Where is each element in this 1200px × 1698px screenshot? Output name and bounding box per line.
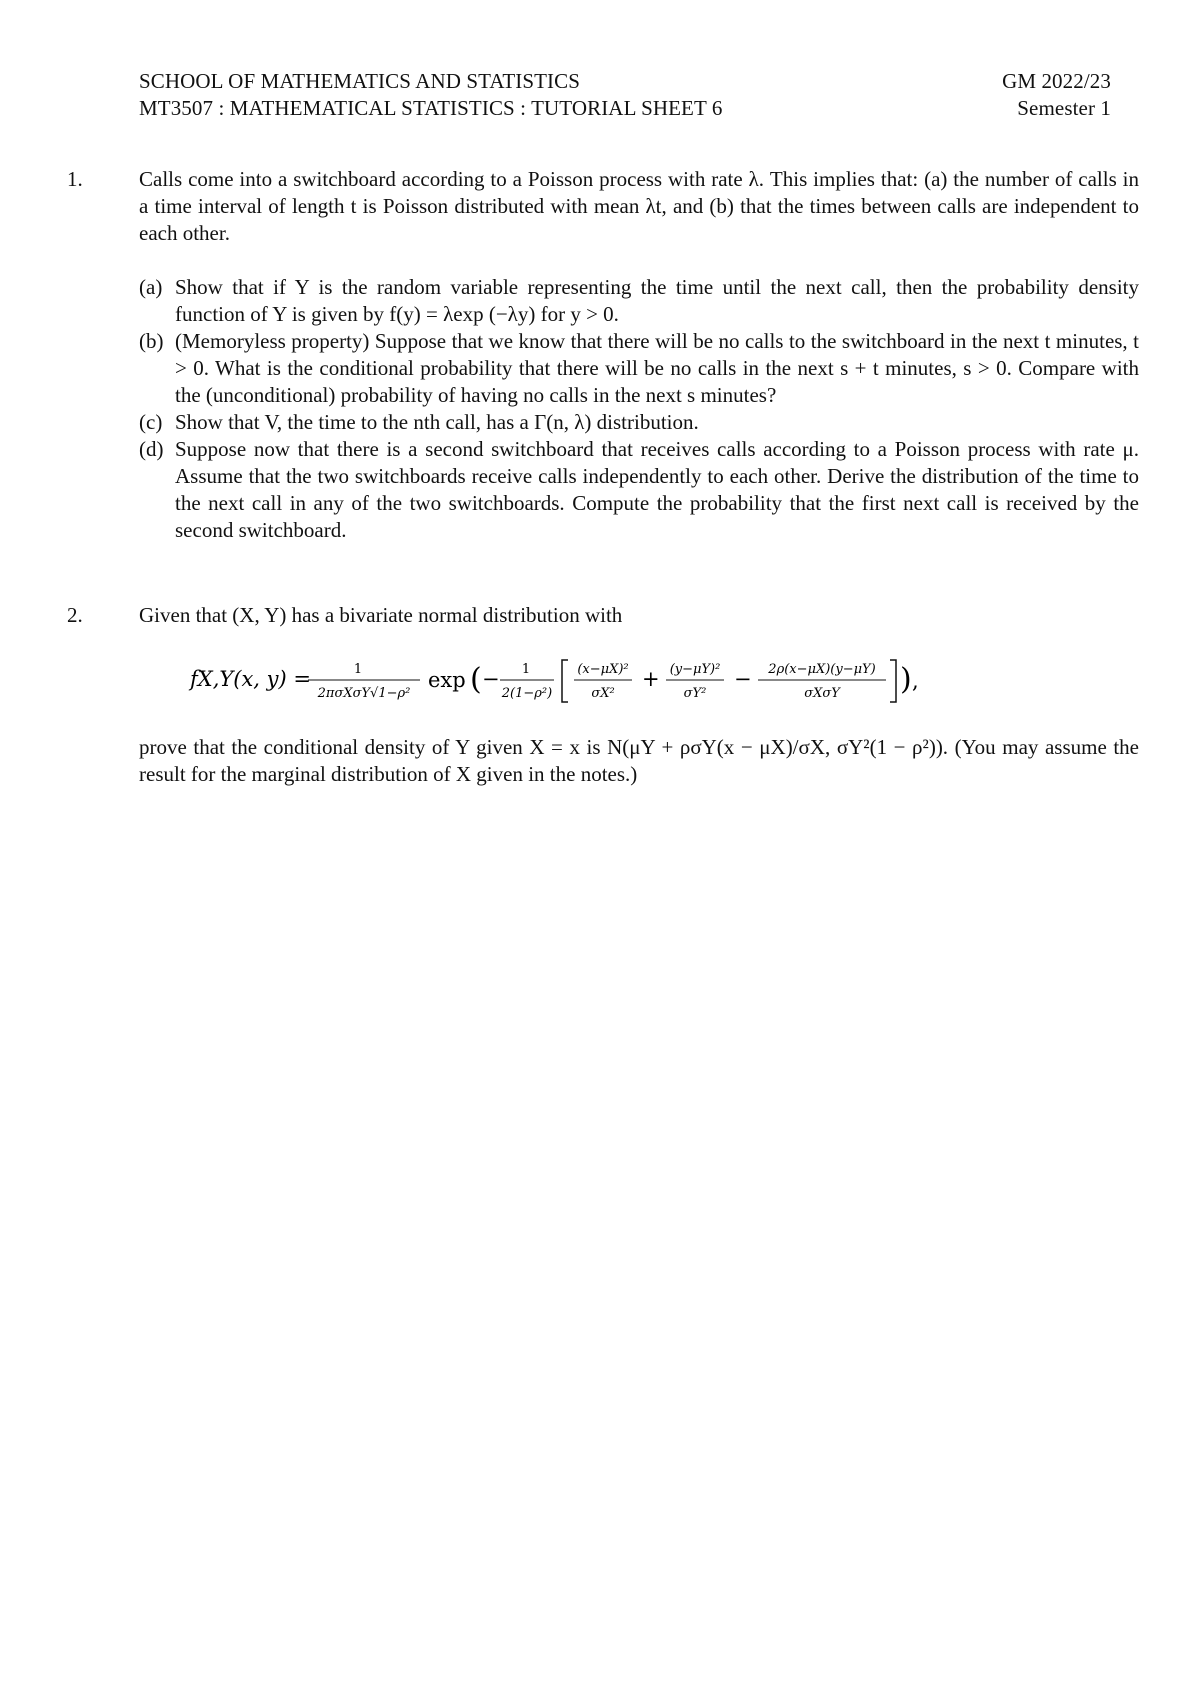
trailing-comma: , <box>912 669 919 693</box>
module-title: MT3507 : MATHEMATICAL STATISTICS : TUTORIAL SHEET 6 <box>139 96 723 120</box>
part-c-label: (c) <box>139 410 163 434</box>
part-b <box>139 328 1139 409</box>
question-1-number: 1. <box>67 167 83 191</box>
part-b-label: (b) <box>139 329 164 353</box>
formula-lhs: fX,Y(x, y) = <box>190 667 311 691</box>
part-a-text: Show that if Y is the random variable representing the time until the next call, then the probability density function of Y is given by f(y) = λexp (−λy) for y > 0. <box>175 275 1139 326</box>
prefactor-denominator: 2πσXσY√1−ρ² <box>317 686 411 701</box>
question-2-intro: Given that (X, Y) has a bivariate normal distribution with <box>139 603 623 627</box>
formula-svg <box>190 652 950 712</box>
term3-denominator: σXσY <box>804 686 840 701</box>
right-outer-paren: ) <box>900 662 912 697</box>
part-b-text: (Memoryless property) Suppose that we know that there will be no calls to the switchboard in the next t minutes, t > 0. What is the conditional probability that there will be no calls in the next s + t minutes, s > 0. Compare with the (unconditional) probability of having no calls in the next s minutes? <box>175 329 1139 407</box>
right-square-bracket <box>890 660 896 702</box>
school-name: SCHOOL OF MATHEMATICS AND STATISTICS <box>139 69 581 93</box>
part-a <box>139 274 1139 328</box>
term3-numerator: 2ρ(x−μX)(y−μY) <box>768 662 876 677</box>
question-1-intro: Calls come into a switchboard according to a Poisson process with rate λ. This implies that: (a) the number of calls in a time interval of length t is Poisson distributed with mean λt, and (b) that the times between calls are independent to each other. <box>139 167 1139 245</box>
term1-numerator: (x−μX)² <box>577 662 629 677</box>
leading-minus: − <box>482 667 500 691</box>
question-2-conclusion: prove that the conditional density of Y given X = x is N(μY + ρσY(x − μX)/σX, σY²(1 − ρ²)). (You may assume the result for the marginal distribution of X given in the notes.) <box>139 735 1139 786</box>
minus-sign: − <box>734 667 752 691</box>
part-c <box>139 409 1139 436</box>
exp-function: exp <box>428 668 466 692</box>
question-2-number: 2. <box>67 603 83 627</box>
inner-denominator: 2(1−ρ²) <box>501 686 553 701</box>
session-code: GM 2022/23 <box>1002 69 1111 93</box>
part-d-label: (d) <box>139 437 164 461</box>
term1-denominator: σX² <box>591 686 615 701</box>
bivariate-normal-density-formula <box>190 652 950 712</box>
left-outer-paren: ( <box>470 662 482 697</box>
header-left <box>139 68 722 122</box>
term2-numerator: (y−μY)² <box>669 662 721 677</box>
part-d-text: Suppose now that there is a second switchboard that receives calls according to a Poisson process with rate μ. Assume that the two switchboards receive calls independently to each other. Derive the distribution of the time to the next call in any of the two switchboards. Compute the probability that the first next call is received by the second switchboard. <box>175 437 1139 542</box>
semester-label: Semester 1 <box>1017 96 1111 120</box>
prefactor-numerator: 1 <box>353 662 363 677</box>
plus-sign: + <box>642 667 660 691</box>
part-a-label: (a) <box>139 275 163 299</box>
left-square-bracket <box>562 660 568 702</box>
part-d <box>139 436 1139 544</box>
inner-numerator: 1 <box>521 662 531 677</box>
question-1-parts <box>139 274 1139 544</box>
part-c-text: Show that V, the time to the nth call, has a Γ(n, λ) distribution. <box>175 410 699 434</box>
header-right <box>1002 68 1111 122</box>
term2-denominator: σY² <box>683 686 707 701</box>
